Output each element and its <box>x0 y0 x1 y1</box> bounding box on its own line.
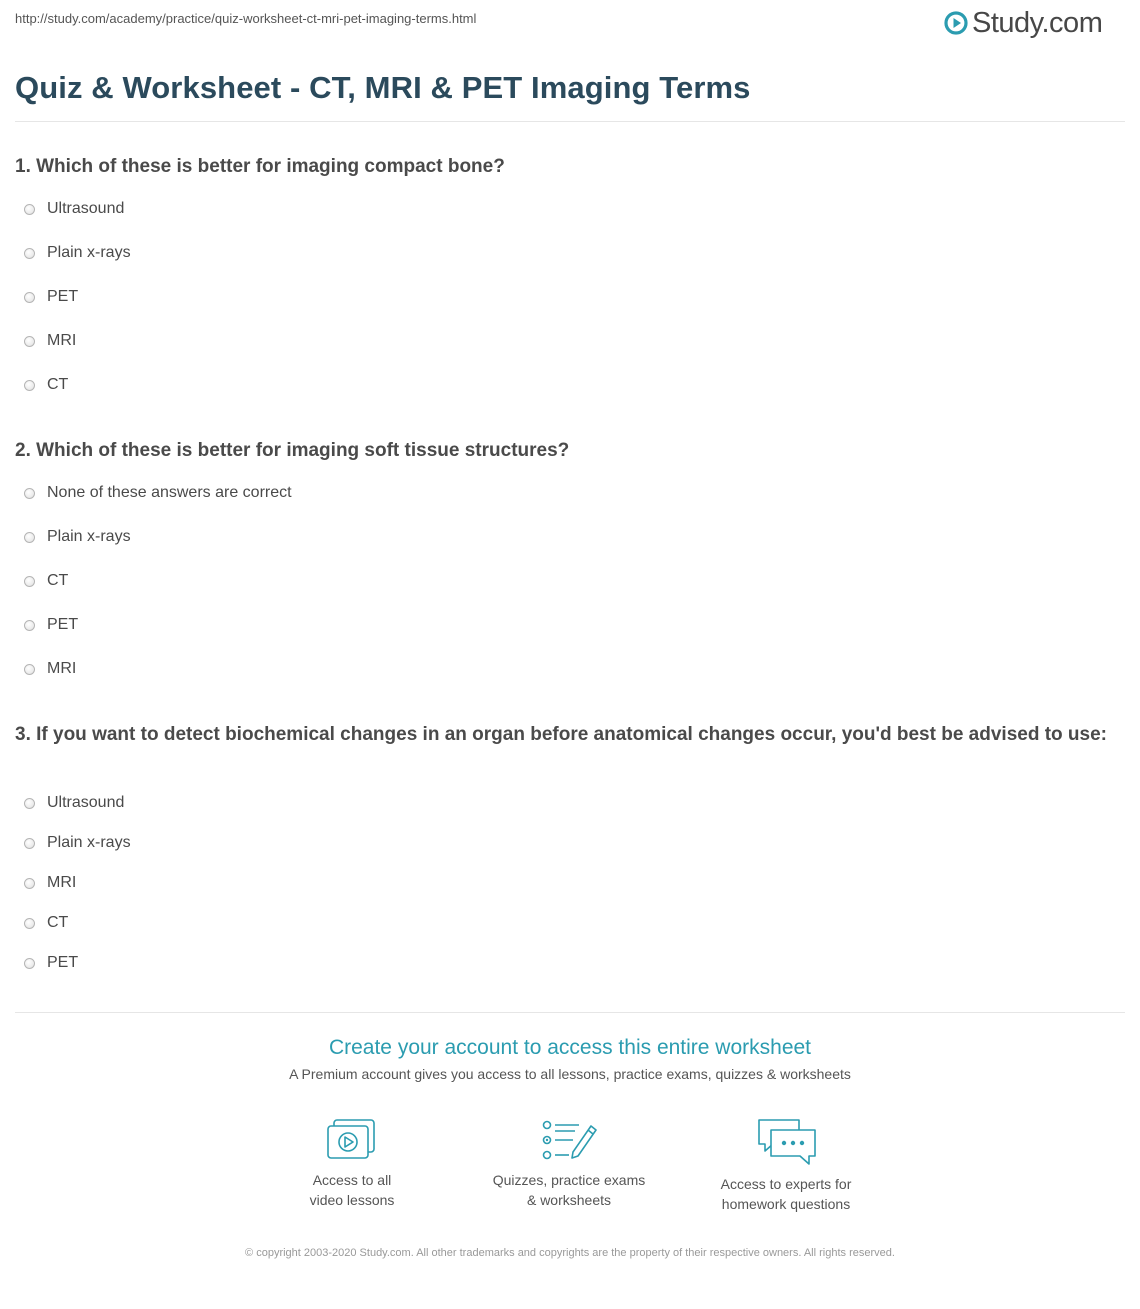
radio-button[interactable] <box>24 380 35 391</box>
q3-option-5[interactable] <box>24 954 78 972</box>
radio-button[interactable] <box>24 918 35 929</box>
q2-option-4[interactable] <box>24 616 78 634</box>
question-3: 3. If you want to detect biochemical changes in an organ before anatomical changes occur, you'd best be advised to use: <box>15 724 1107 745</box>
q3-option-4[interactable] <box>24 914 68 932</box>
radio-button[interactable] <box>24 204 35 215</box>
option-label: Plain x-rays <box>47 528 131 545</box>
quiz-list-icon <box>539 1116 599 1164</box>
cta-divider <box>15 1012 1125 1013</box>
radio-button[interactable] <box>24 488 35 499</box>
feature-quizzes <box>469 1116 669 1210</box>
q1-option-5[interactable] <box>24 376 68 394</box>
q3-option-1[interactable] <box>24 794 124 812</box>
option-label: PET <box>47 288 79 305</box>
radio-button[interactable] <box>24 878 35 889</box>
feature-label-line2: video lessons <box>309 1192 395 1208</box>
feature-label-line1: Access to all <box>312 1172 392 1188</box>
copyright-notice: © copyright 2003-2020 Study.com. All other trademarks and copyrights are the property of their respective owners. All rights reserved. <box>245 1247 895 1259</box>
title-divider <box>15 121 1125 122</box>
option-label: Ultrasound <box>47 794 125 811</box>
radio-button[interactable] <box>24 532 35 543</box>
page-url: http://study.com/academy/practice/quiz-worksheet-ct-mri-pet-imaging-terms.html <box>15 11 477 26</box>
question-1: 1. Which of these is better for imaging compact bone? <box>15 156 505 177</box>
q1-option-4[interactable] <box>24 332 76 350</box>
option-label: Plain x-rays <box>47 834 131 851</box>
option-label: CT <box>47 572 69 589</box>
feature-experts <box>686 1116 886 1214</box>
radio-button[interactable] <box>24 838 35 849</box>
feature-label-line1: Access to experts for <box>720 1176 852 1192</box>
option-label: PET <box>47 954 79 971</box>
q1-option-1[interactable] <box>24 200 124 218</box>
q2-option-1[interactable] <box>24 484 292 502</box>
logo-text: Study.com <box>972 7 1103 39</box>
create-account-link[interactable]: Create your account to access this entire worksheet <box>328 1036 812 1059</box>
option-label: MRI <box>47 874 77 891</box>
feature-video-lessons <box>252 1116 452 1210</box>
radio-button[interactable] <box>24 958 35 969</box>
radio-button[interactable] <box>24 798 35 809</box>
q3-option-2[interactable] <box>24 834 131 852</box>
video-lessons-icon <box>324 1116 380 1164</box>
q2-option-5[interactable] <box>24 660 76 678</box>
q1-option-2[interactable] <box>24 244 131 262</box>
chat-bubbles-icon <box>753 1116 819 1168</box>
option-label: MRI <box>47 660 77 677</box>
radio-button[interactable] <box>24 576 35 587</box>
page-title: Quiz & Worksheet - CT, MRI & PET Imaging Terms <box>15 70 751 105</box>
radio-button[interactable] <box>24 664 35 675</box>
option-label: PET <box>47 616 79 633</box>
radio-button[interactable] <box>24 292 35 303</box>
feature-label-line1: Quizzes, practice exams <box>492 1172 646 1188</box>
q2-option-3[interactable] <box>24 572 68 590</box>
radio-button[interactable] <box>24 620 35 631</box>
radio-button[interactable] <box>24 248 35 259</box>
study-logo[interactable] <box>944 8 1102 38</box>
q3-option-3[interactable] <box>24 874 76 892</box>
play-circle-icon <box>944 11 968 35</box>
feature-label-line2: homework questions <box>721 1196 851 1212</box>
option-label: None of these answers are correct <box>47 484 292 501</box>
q1-option-3[interactable] <box>24 288 78 306</box>
radio-button[interactable] <box>24 336 35 347</box>
cta-subtitle: A Premium account gives you access to all lessons, practice exams, quizzes & worksheets <box>289 1066 851 1082</box>
feature-label-line2: & worksheets <box>526 1192 612 1208</box>
option-label: CT <box>47 914 69 931</box>
option-label: Plain x-rays <box>47 244 131 261</box>
option-label: MRI <box>47 332 77 349</box>
question-2: 2. Which of these is better for imaging soft tissue structures? <box>15 440 570 461</box>
option-label: Ultrasound <box>47 200 125 217</box>
q2-option-2[interactable] <box>24 528 131 546</box>
option-label: CT <box>47 376 69 393</box>
